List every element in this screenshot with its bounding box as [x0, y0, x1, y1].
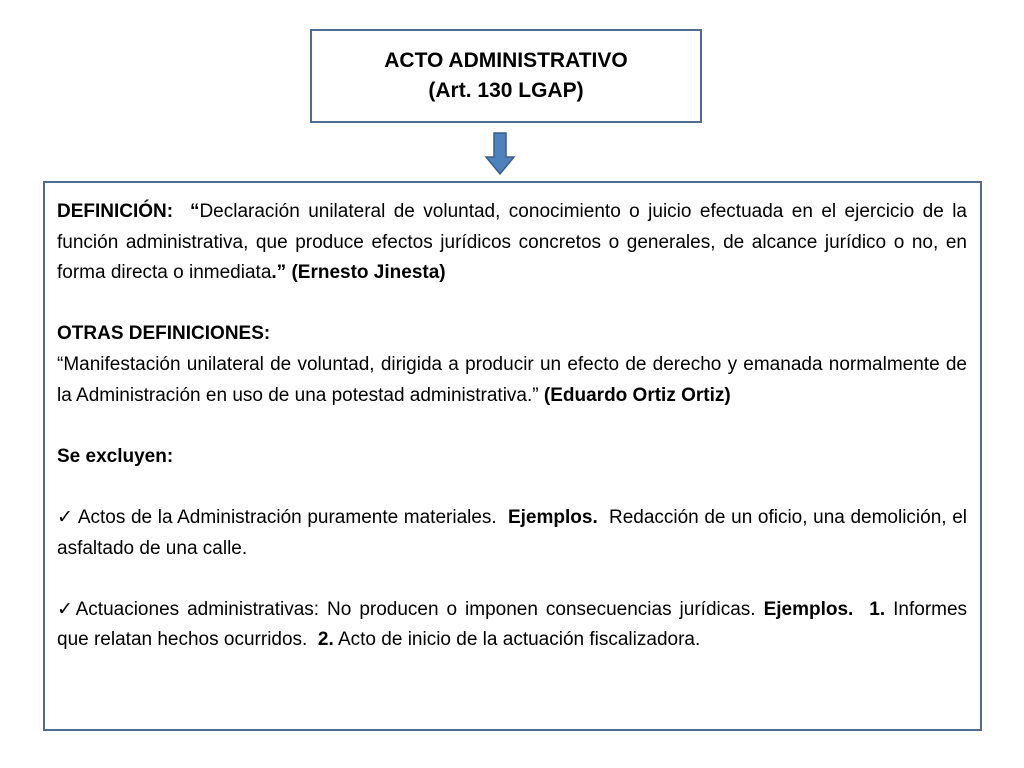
other-definition-author: (Eduardo Ortiz Ortiz)	[543, 384, 731, 406]
definition-label: DEFINICIÓN:	[57, 201, 174, 222]
other-definitions-label: OTRAS DEFINICIONES:	[57, 323, 271, 345]
checkmark-icon: ✓	[57, 598, 76, 620]
page-subtitle: (Art. 130 LGAP)	[428, 79, 584, 102]
title-box	[310, 29, 702, 123]
checkmark-icon: ✓	[57, 506, 74, 528]
arrow-down-icon	[484, 132, 516, 176]
content-box	[43, 181, 982, 731]
definition-paragraph	[57, 197, 967, 289]
excluded-item: ✓ Actos de la Administración puramente materiales. Ejemplos. Redacción de un oficio, una demolición, el asfaltado de una calle.	[57, 506, 967, 559]
other-definitions-paragraph	[57, 350, 967, 411]
other-definition-text: “Manifestación unilateral de voluntad, dirigida a producir un efecto de derecho y emanada normalmente de la Administración en uso de una potestad administrativa.”	[57, 353, 967, 406]
definition-author: (Ernesto Jinesta)	[291, 262, 446, 284]
page-title: ACTO ADMINISTRATIVO	[384, 49, 628, 72]
open-quote: “	[189, 201, 200, 222]
excluded-item: ✓Actuaciones administrativas: No producen o imponen consecuencias jurídicas. Ejemplos. 1. Informes que relatan hechos ocurridos. 2. Acto de inicio de la actuación fiscalizadora.	[57, 598, 968, 651]
excluded-label: Se excluyen:	[57, 445, 174, 467]
definition-text: Declaración unilateral de voluntad, conocimiento o juicio efectuada en el ejercicio de la función administrativa, que produce efectos jurídicos concretos o generales, de alcance jurídico o no, en forma directa o inmediata	[57, 201, 967, 284]
close-quote: .”	[271, 262, 287, 284]
